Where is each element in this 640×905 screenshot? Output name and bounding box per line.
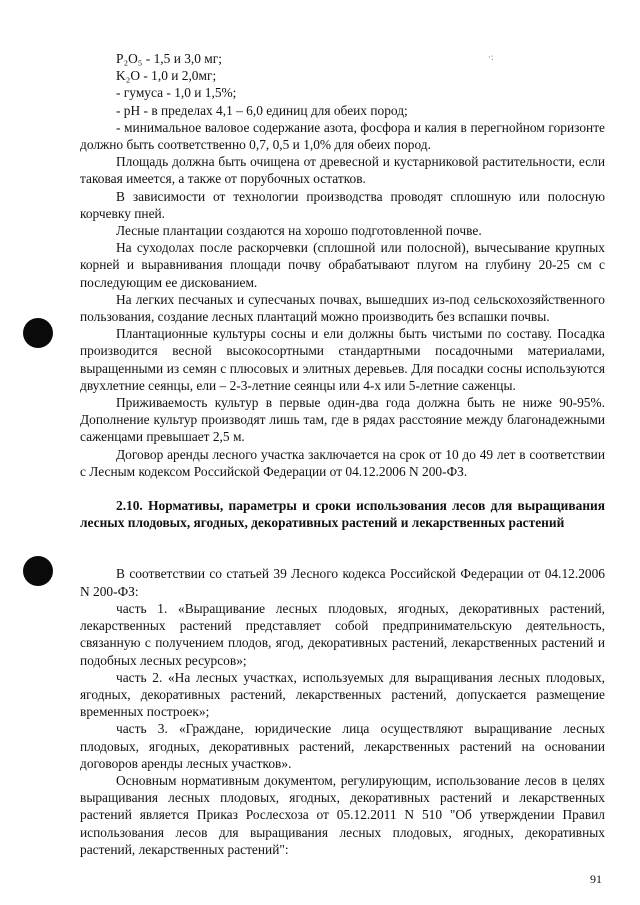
list-item: - рН - в пределах 4,1 – 6,0 единиц для обеих пород; [116,102,408,118]
scan-speck: ·: [488,52,494,62]
list-item: K₂O - 1,0 и 2,0мг; [116,68,217,84]
paragraph: Плантационные культуры сосны и ели должны быть чистыми по составу. Посадка производится весной высокосортными стандартными посадочными материалами, выращенными из семян с плюсовых и элитных деревьев. Для посадки сосны используются двухлетние сеянцы, ели – 2-3-летние сеянцы или 4-х или 5-летние саженцы. [80,326,605,393]
paragraph: В зависимости от технологии производства проводят сплошную или полосную корчевку пней. [80,188,605,221]
paragraph: часть 1. «Выращивание лесных плодовых, ягодных, декоративных растений, лекарственных растений представляет собой предпринимательскую деятельность, связанную с получением плодов, ягод, декоративных растений, лекарственных растений и подобных лесных ресурсов»; [80,600,605,668]
paragraph: часть 3. «Граждане, юридические лица осуществляют выращивание лесных плодовых, ягодных, декоративных растений, лекарственных растений на основании договоров аренды лесных участков». [80,721,605,771]
paragraph: часть 2. «На лесных участках, используемых для выращивания лесных плодовых, ягодных, декоративных растений, лекарственных растений, допускается размещение временных построек»; [80,669,605,720]
page-number: 91 [590,872,602,886]
paragraph: Договор аренды лесного участка заключается на срок от 10 до 49 лет в соответствии с Лесным кодексом Российской Федерации от 04.12.2006 N 200-ФЗ. [80,446,605,479]
section-heading: 2.10. Нормативы, параметры и сроки использования лесов для выращивания лесных плодовых, ягодных, декоративных растений и лекарственных растений [80,498,605,531]
paragraph: Основным нормативным документом, регулирующим, использование лесов в целях выращивания лесных плодовых, ягодных, декоративных растений и лекарственных растений является Приказ Рослесхоза от 05.12.2011 N 510 "Об утверждении Правил использования лесов для выращивания лесных плодовых, ягодных, декоративных растений, лекарственных растений": [80,772,605,857]
document-body [80,50,605,858]
list-item: - гумуса - 1,0 и 1,5%; [116,85,237,101]
paragraph: В соответствии со статьей 39 Лесного кодекса Российской Федерации от 04.12.2006 N 200-ФЗ: [80,566,605,599]
paragraph: На легких песчаных и супесчаных почвах, вышедших из-под сельскохозяйственного пользования, создание лесных плантаций можно производить без вспашки почвы. [80,291,605,325]
list-item: - минимальное валовое содержание азота, фосфора и калия в перегнойном горизонте должно быть соответственно 0,7, 0,5 и 1,0% для обеих пород. [80,119,605,153]
paragraph: Площадь должна быть очищена от древесной и кустарниковой растительности, если таковая имеется, а также от порубочных остатков. [80,154,605,187]
paragraph: Лесные плантации создаются на хорошо подготовленной почве. [116,223,482,239]
binder-hole-icon [23,556,53,586]
requirements-list [80,50,605,153]
paragraph: На суходолах после раскорчевки (сплошной или полосной), вычесывание крупных корней и выравнивания площади почву обрабатывают плугом на глубину 20-25 см с последующим ее дискованием. [80,240,605,290]
list-item: P₂O₅ - 1,5 и 3,0 мг; [116,51,222,66]
binder-hole-icon [23,318,53,348]
paragraph: Приживаемость культур в первые один-два года должна быть не ниже 90-95%. Дополнение культур производят лишь там, где в рядах расстояние между благонадежными саженцами превышает 2,5 м. [80,395,605,445]
